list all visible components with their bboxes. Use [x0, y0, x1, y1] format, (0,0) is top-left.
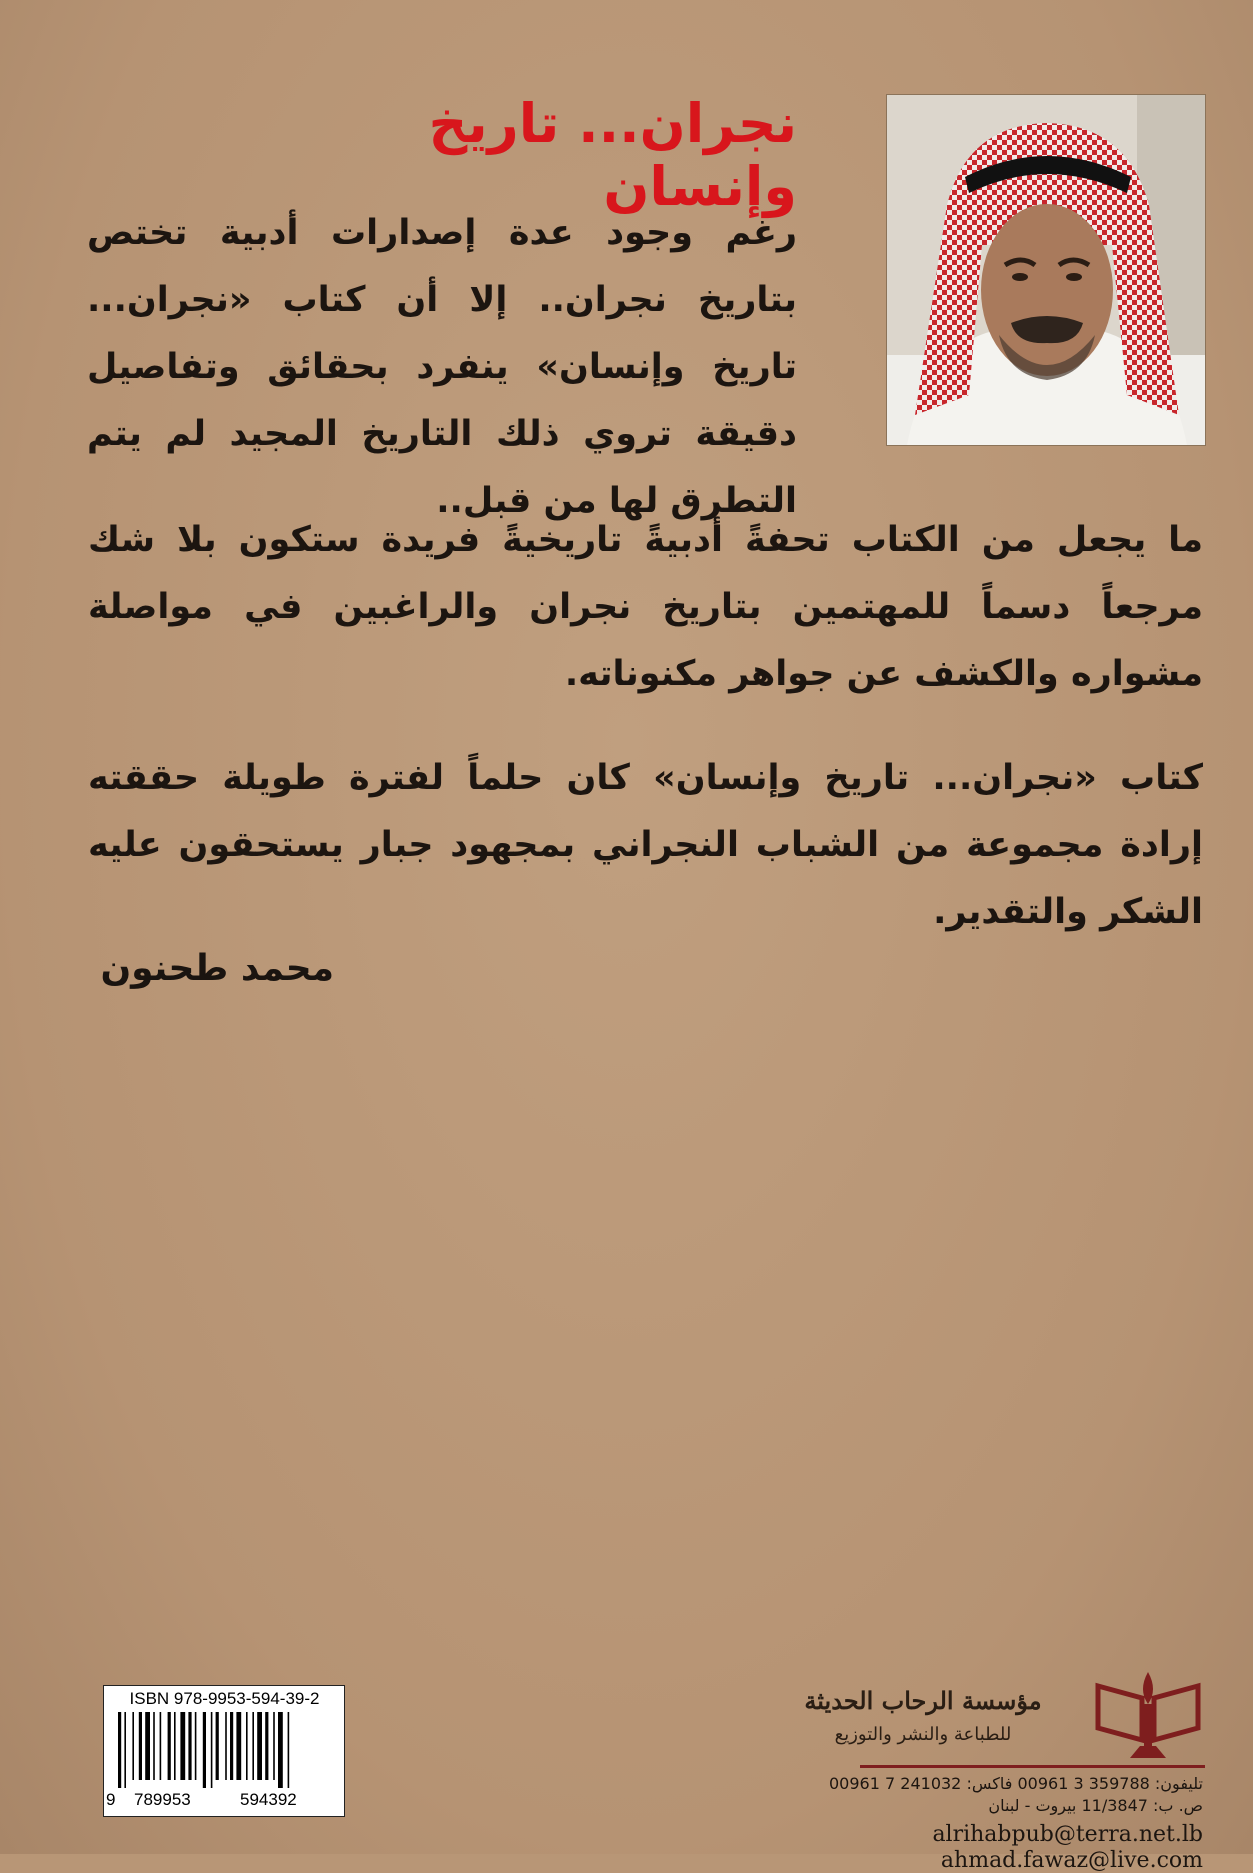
- barcode-bar: [118, 1712, 121, 1788]
- publisher-email-2[interactable]: ahmad.fawaz@live.com: [940, 1848, 1203, 1873]
- barcode-bar: [236, 1712, 241, 1780]
- barcode-bar: [288, 1712, 290, 1788]
- barcode-bar: [168, 1712, 171, 1780]
- barcode-bar: [153, 1712, 155, 1780]
- barcode-bar: [230, 1712, 233, 1780]
- author-photo: [886, 94, 1206, 446]
- barcode-bar: [273, 1712, 275, 1780]
- barcode-bar: [257, 1712, 262, 1780]
- barcode-bar: [246, 1712, 248, 1780]
- barcode-bar: [278, 1712, 283, 1788]
- isbn-digit-lead: 9: [106, 1790, 116, 1809]
- blurb-paragraph-2: ما يجعل من الكتاب تحفةً أدبيةً تاريخيةً فريدة ستكون بلا شك مرجعاً دسماً للمهتمين بتاريخ نجران والراغبين في مواصلة مشواره والكشف عن جواهر مكنوناته.: [88, 520, 1203, 694]
- isbn-digits-right: 594392: [240, 1790, 297, 1809]
- blurb-paragraph-3: كتاب «نجران... تاريخ وإنسان» كان حلماً لفترة طويلة حققته إرادة مجموعة من الشباب النجراني بمجهود جبار يستحقون عليه الشكر والتقدير.: [88, 758, 1203, 932]
- book-title: نجران... تاريخ وإنسان: [428, 92, 797, 218]
- barcode-bar: [216, 1712, 219, 1780]
- barcode-bar: [252, 1712, 254, 1780]
- barcode-bar: [195, 1712, 197, 1780]
- isbn-barcode: [103, 1685, 345, 1817]
- barcode-bar: [139, 1712, 142, 1780]
- barcode-bar: [211, 1712, 213, 1788]
- publisher-divider: [860, 1765, 1205, 1768]
- publisher-subtitle: للطباعة والنشر والتوزيع: [834, 1724, 1012, 1745]
- barcode-bar: [180, 1712, 185, 1780]
- barcode-icon: [114, 1712, 334, 1790]
- author-name: محمد طحنون: [100, 948, 334, 989]
- barcode-bar: [174, 1712, 176, 1780]
- isbn-label: ISBN 978-9953-594-39-2: [129, 1689, 320, 1708]
- barcode-bar: [188, 1712, 191, 1780]
- barcode-bar: [225, 1712, 227, 1780]
- publisher-phone: تليفون: 359788 3 00961 فاكس: 241032 7 00961: [829, 1774, 1203, 1793]
- barcode-bar: [132, 1712, 134, 1780]
- publisher-name: مؤسسة الرحاب الحديثة: [804, 1686, 1042, 1715]
- barcode-bar: [145, 1712, 150, 1780]
- publisher-email-1[interactable]: alrihabpub@terra.net.lb: [932, 1822, 1203, 1847]
- publisher-address: ص. ب: 11/3847 بيروت - لبنان: [988, 1796, 1203, 1815]
- barcode-bar: [124, 1712, 126, 1788]
- barcode-bar: [203, 1712, 206, 1788]
- isbn-digits-left: 789953: [134, 1790, 191, 1809]
- publisher-logo-icon: [1092, 1668, 1204, 1764]
- blurb-paragraph-1: رغم وجود عدة إصدارات أدبية تختص بتاريخ نجران.. إلا أن كتاب «نجران... تاريخ وإنسان» ينفرد بحقائق وتفاصيل دقيقة تروي ذلك التاريخ المجيد لم يتم التطرق لها من قبل..: [87, 213, 797, 521]
- barcode-bar: [265, 1712, 268, 1780]
- barcode-bar: [160, 1712, 162, 1780]
